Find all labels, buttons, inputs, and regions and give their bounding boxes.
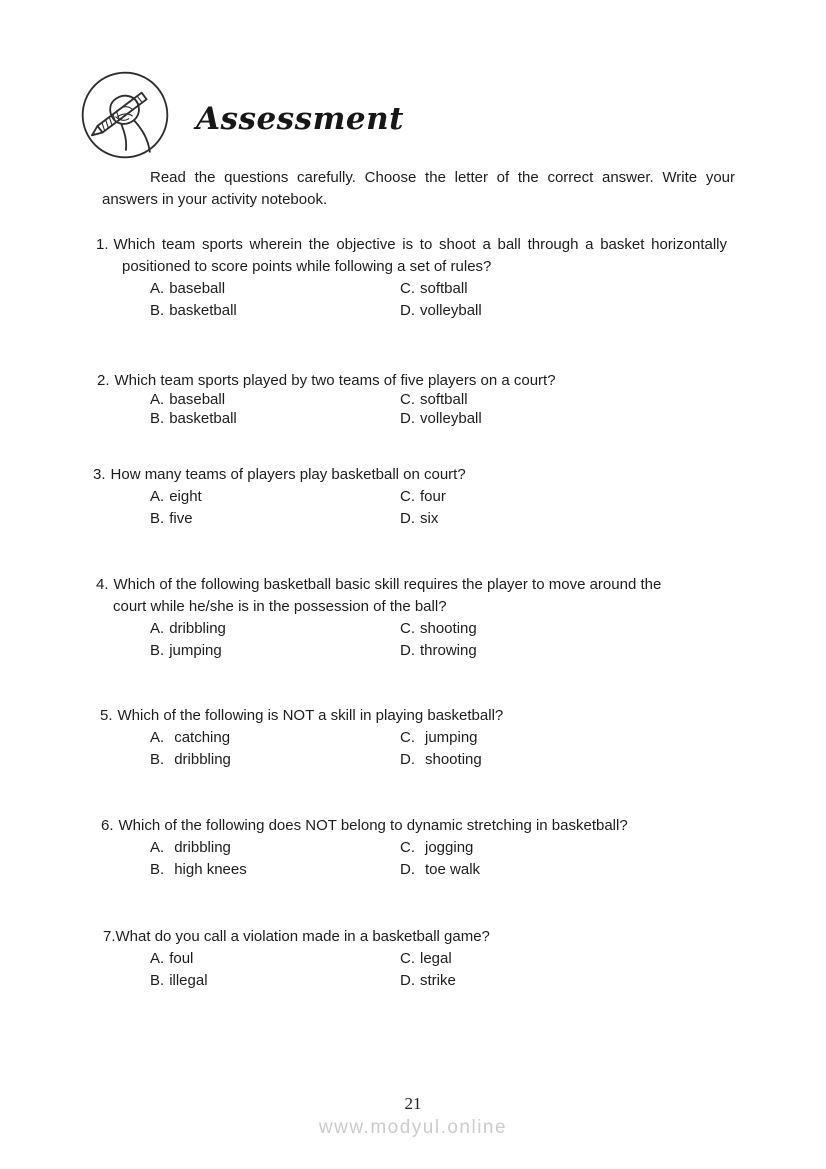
- question-stem: How many teams of players play basketball on court?: [110, 466, 466, 483]
- option-b: B. dribbling: [150, 751, 231, 768]
- question-text: [96, 574, 696, 618]
- question-3: [0, 464, 826, 530]
- options-grid: [0, 486, 826, 530]
- options-grid: [0, 727, 826, 771]
- option-d: D. shooting: [400, 751, 482, 768]
- question-6: [0, 815, 826, 881]
- question-stem: Which of the following basketball basic skill requires the player to move around the court while he/she is in the possession of the ball?: [113, 576, 662, 615]
- option-a: A. catching: [150, 729, 231, 746]
- question-1: [0, 234, 826, 322]
- question-stem: Which of the following does NOT belong to dynamic stretching in basketball?: [118, 817, 628, 834]
- option-c: C. softball: [400, 391, 468, 408]
- option-d: D. six: [400, 510, 439, 527]
- options-grid: [0, 278, 826, 322]
- question-number: 2.: [97, 372, 110, 389]
- option-a: A. foul: [150, 950, 194, 967]
- option-d: D. volleyball: [400, 302, 482, 319]
- writing-hand-icon: [79, 69, 171, 161]
- question-text: [101, 815, 826, 837]
- option-b: B. high knees: [150, 861, 247, 878]
- watermark: www.modyul.online: [318, 1117, 508, 1138]
- question-4: [0, 574, 826, 662]
- option-b: B. basketball: [150, 410, 237, 427]
- question-stem: Which team sports played by two teams of five players on a court?: [114, 372, 556, 389]
- option-a: A. eight: [150, 488, 202, 505]
- option-c: C. four: [400, 488, 446, 505]
- question-text: [93, 464, 826, 486]
- question-stem: Which team sports wherein the objective is to shoot a ball through a basket horizontally positioned to score points while following a set of rules?: [113, 236, 727, 275]
- question-number: 6.: [101, 817, 114, 834]
- option-c: C. legal: [400, 950, 452, 967]
- question-number: 4.: [96, 576, 109, 593]
- question-5: [0, 705, 826, 771]
- option-a: A. baseball: [150, 280, 226, 297]
- option-a: A. dribbling: [150, 839, 231, 856]
- option-c: C. jogging: [400, 839, 474, 856]
- option-d: D. strike: [400, 972, 456, 989]
- option-b: B. five: [150, 510, 193, 527]
- question-text: [103, 926, 826, 948]
- question-text: [97, 371, 826, 390]
- question-text: [96, 234, 727, 278]
- question-2: [0, 371, 826, 428]
- option-d: D. throwing: [400, 642, 477, 659]
- options-grid: [0, 390, 826, 428]
- question-stem: What do you call a violation made in a basketball game?: [115, 928, 490, 945]
- option-c: C. jumping: [400, 729, 478, 746]
- page-title: Assessment: [196, 101, 404, 137]
- page-number: 21: [404, 1094, 422, 1113]
- options-grid: [0, 618, 826, 662]
- question-stem: Which of the following is NOT a skill in playing basketball?: [117, 707, 504, 724]
- option-b: B. basketball: [150, 302, 237, 319]
- option-a: A. baseball: [150, 391, 226, 408]
- question-7: [0, 926, 826, 992]
- options-grid: [0, 837, 826, 881]
- option-d: D. toe walk: [400, 861, 481, 878]
- question-number: 3.: [93, 466, 106, 483]
- option-c: C. softball: [400, 280, 468, 297]
- option-b: B. jumping: [150, 642, 222, 659]
- question-text: [100, 705, 826, 727]
- question-number: 5.: [100, 707, 113, 724]
- option-b: B. illegal: [150, 972, 208, 989]
- option-d: D. volleyball: [400, 410, 482, 427]
- question-number: 1.: [96, 236, 109, 253]
- option-a: A. dribbling: [150, 620, 226, 637]
- question-number: 7.: [103, 928, 116, 945]
- options-grid: [0, 948, 826, 992]
- instructions-text: Read the questions carefully. Choose the letter of the correct answer. Write your answers in your activity notebook.: [102, 169, 735, 208]
- option-c: C. shooting: [400, 620, 477, 637]
